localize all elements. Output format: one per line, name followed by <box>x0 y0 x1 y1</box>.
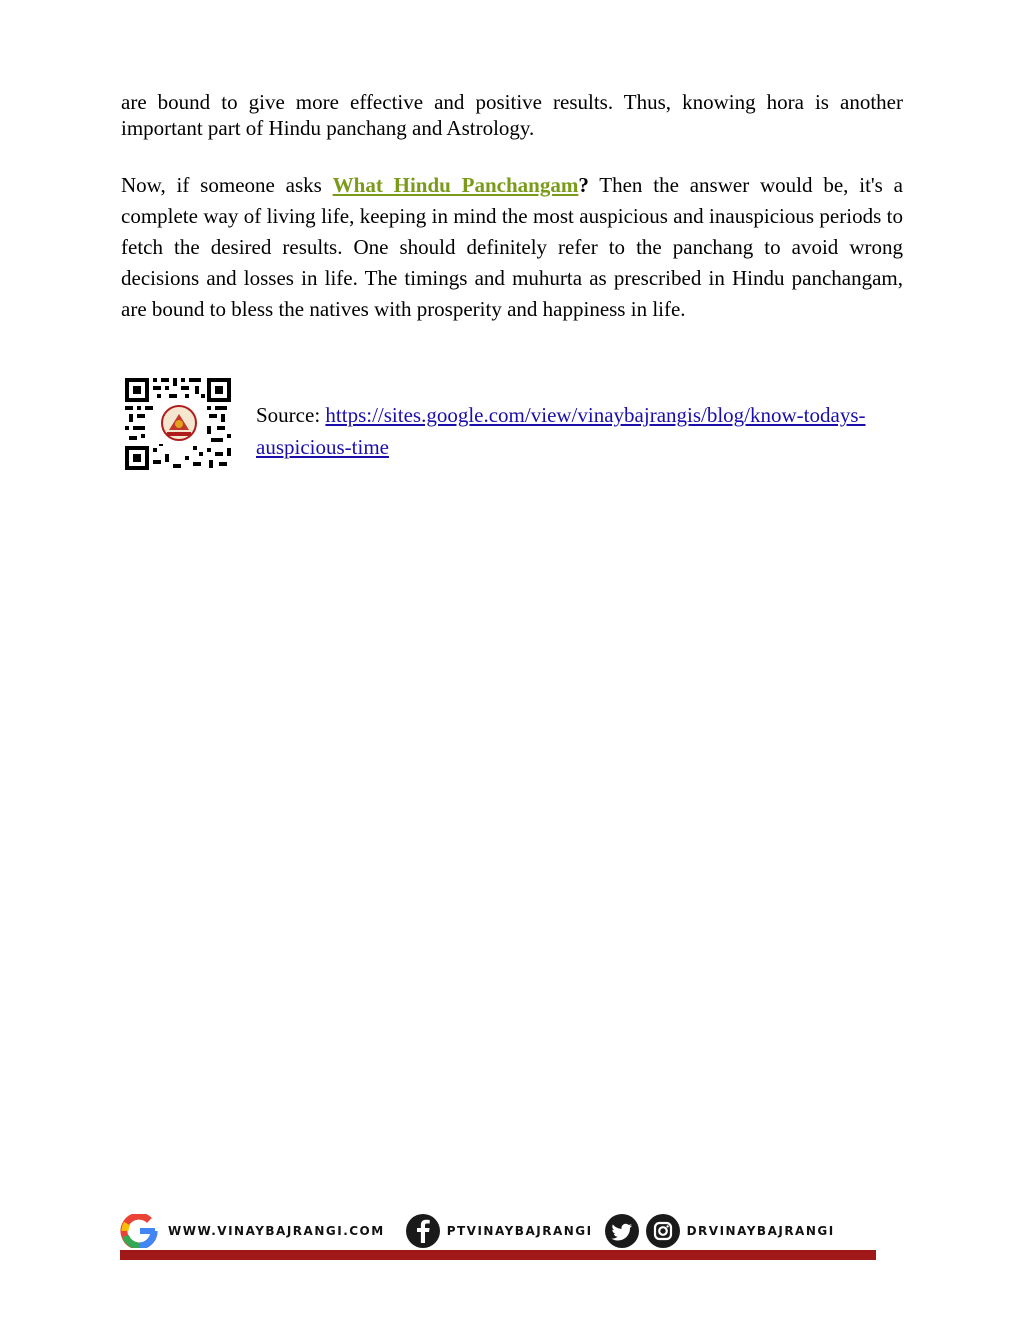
qr-code-icon <box>123 376 233 472</box>
footer-social-handle: DRVINAYBAJRANGI <box>686 1224 835 1238</box>
source-url-link[interactable]: https://sites.google.com/view/vinaybajrangis/blog/know-todays-auspicious-time <box>256 403 866 459</box>
paragraph-panchangam-intro: Now, if someone asks <box>121 173 333 197</box>
footer-row <box>120 1212 876 1250</box>
footer-website: WWW.VINAYBAJRANGI.COM <box>168 1224 385 1238</box>
paragraph-hora <box>121 89 903 141</box>
footer-banner <box>120 1212 876 1262</box>
source-citation <box>256 399 896 463</box>
facebook-icon <box>405 1213 441 1249</box>
google-icon <box>120 1214 160 1248</box>
what-hindu-panchangam-link[interactable]: What Hindu Panchangam <box>332 173 579 197</box>
source-label: Source: <box>256 403 326 427</box>
paragraph-hora-text: are bound to give more effective and positive results. Thus, knowing hora is another important part of Hindu panchang and Astrology. <box>121 90 903 140</box>
instagram-icon <box>645 1213 681 1249</box>
twitter-icon <box>603 1213 641 1249</box>
paragraph-panchangam <box>121 170 903 325</box>
footer-accent-bar <box>120 1250 876 1260</box>
paragraph-panchangam-body: Then the answer would be, it's a complete way of living life, keeping in mind the most auspicious and inauspicious periods to fetch the desired results. One should definitely refer to the panchang to avoid wrong decisions and losses in life. The timings and muhurta as prescribed in Hindu panchangam, are bound to bless the natives with prosperity and happiness in life. <box>121 173 903 321</box>
question-mark: ? <box>578 173 589 197</box>
footer-facebook-handle: PTVINAYBAJRANGI <box>446 1224 593 1238</box>
